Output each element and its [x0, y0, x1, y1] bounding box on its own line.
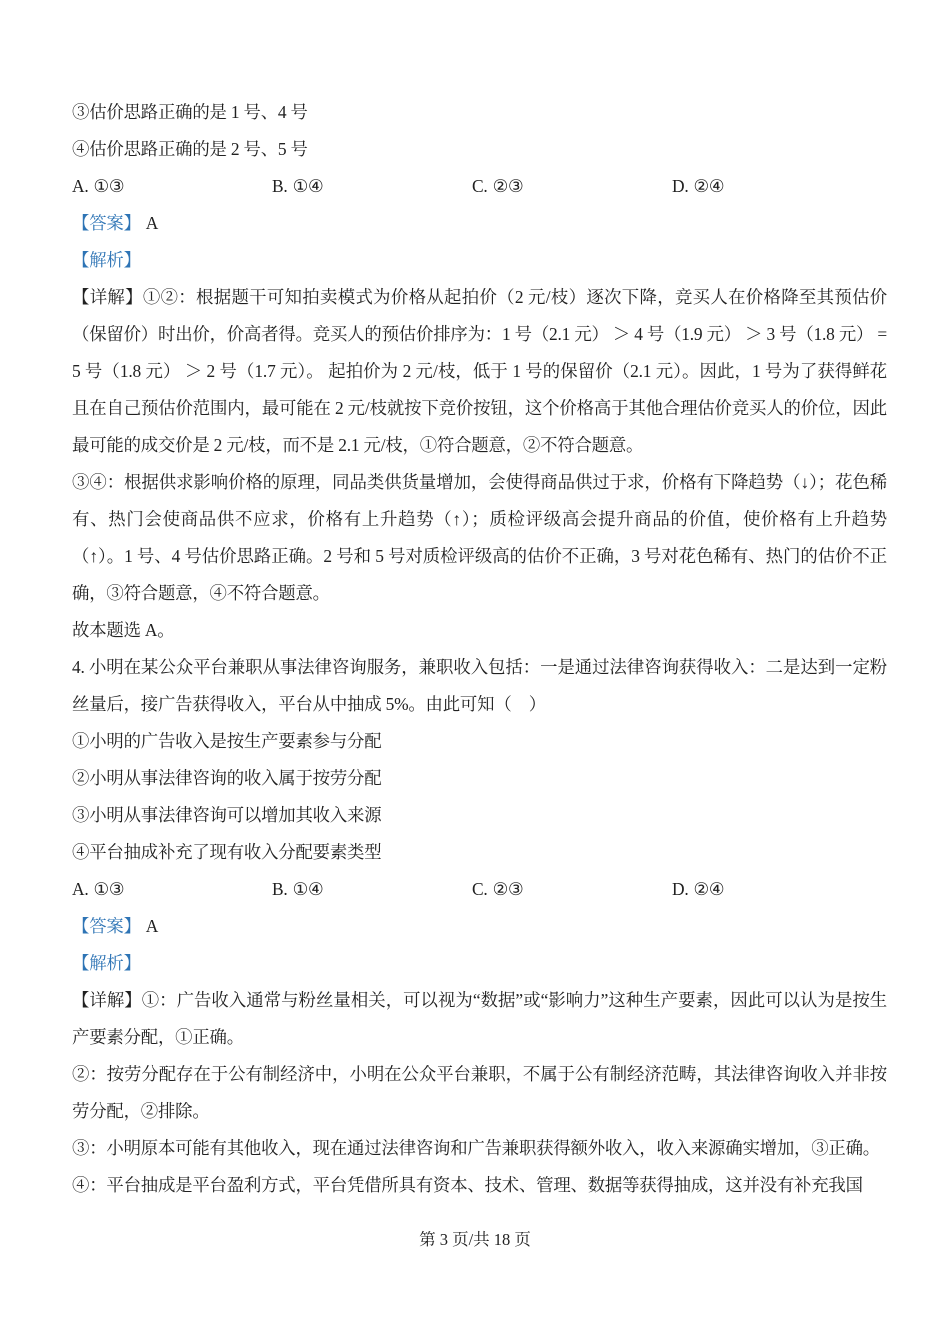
q4-option-a	[72, 871, 272, 908]
answer-label: 【答案】	[72, 916, 141, 936]
question-3-block	[72, 94, 887, 649]
option-value: ①④	[292, 879, 324, 899]
page-number: 第 3 页/共 18 页	[419, 1230, 531, 1249]
q3-analysis-label: 【解析】	[72, 250, 141, 270]
option-letter: B.	[272, 879, 288, 899]
q4-detail-para-2: ②：按劳分配存在于公有制经济中，小明在公众平台兼职，不属于公有制经济范畴，其法律咨询收入并非按劳分配，②排除。	[72, 1064, 887, 1121]
question-4-block	[72, 649, 887, 1204]
q4-statement-4: ④平台抽成补充了现有收入分配要素类型	[72, 842, 382, 862]
page-content	[72, 94, 887, 1204]
option-letter: C.	[472, 879, 488, 899]
q3-option-c	[472, 168, 672, 205]
q3-option-a	[72, 168, 272, 205]
option-letter: A.	[72, 176, 89, 196]
q3-detail-para-2: ③④：根据供求影响价格的原理，同品类供货量增加，会使得商品供过于求，价格有下降趋势（↓）；花色稀有、热门会使商品供不应求，价格有上升趋势（↑）；质检评级高会提升商品的价值，使价格有上升趋势（↑）。1 号、4 号估价思路正确。2 号和 5 号对质检评级高的估价不正确，3 号对花色稀有、热门的估价不正确，③符合题意，④不符合题意。	[72, 472, 887, 603]
q4-options-row	[72, 871, 887, 908]
q4-analysis-label: 【解析】	[72, 953, 141, 973]
q4-statement-2: ②小明从事法律咨询的收入属于按劳分配	[72, 768, 382, 788]
q3-option-b	[272, 168, 472, 205]
option-value: ①③	[93, 176, 125, 196]
q3-statement-4: ④估价思路正确的是 2 号、5 号	[72, 139, 308, 159]
answer-label: 【答案】	[72, 213, 141, 233]
q3-answer-line	[72, 205, 887, 242]
q3-options-row	[72, 168, 887, 205]
page-footer	[0, 1222, 950, 1262]
detail-label: 【详解】	[72, 990, 142, 1010]
q4-statement-3: ③小明从事法律咨询可以增加其收入来源	[72, 805, 382, 825]
q4-answer-line	[72, 908, 887, 945]
q3-answer-value: A	[145, 213, 159, 233]
option-letter: C.	[472, 176, 488, 196]
q3-detail-text-1: ①②：根据题干可知拍卖模式为价格从起拍价（2 元/枝）逐次下降，竞买人在价格降至其预估价（保留价）时出价，价高者得。竞买人的预估价排序为：1 号（2.1 元） ＞ 4 号（1.9 元） ＞ 3 号（1.8 元） = 5 号（1.8 元） ＞ 2 号（1.7 元）。 起拍价为 2 元/枝，低于 1 号的保留价（2.1 元）。因此，1 号为了获得鲜花且在自己预估价范围内，最可能在 2 元/枝就按下竞价按钮，这个价格高于其他合理估价竞买人的价位，因此最可能的成交价是 2 元/枝，而不是 2.1 元/枝，①符合题意，②不符合题意。	[72, 287, 887, 455]
q4-detail-para-3: ③：小明原本可能有其他收入，现在通过法律咨询和广告兼职获得额外收入，收入来源确实增加，③正确。	[72, 1138, 880, 1158]
q4-statement-1: ①小明的广告收入是按生产要素参与分配	[72, 731, 382, 751]
q4-detail-para-1	[72, 982, 887, 1056]
q4-option-d	[672, 871, 887, 908]
option-letter: A.	[72, 879, 89, 899]
q3-statement-3: ③估价思路正确的是 1 号、4 号	[72, 102, 308, 122]
option-letter: D.	[672, 879, 689, 899]
option-letter: B.	[272, 176, 288, 196]
q3-detail-para-1	[72, 279, 887, 464]
option-value: ②④	[693, 176, 725, 196]
detail-label: 【详解】	[72, 287, 143, 307]
option-letter: D.	[672, 176, 689, 196]
q3-conclusion: 故本题选 A。	[72, 620, 175, 640]
option-value: ②③	[492, 176, 524, 196]
q4-detail-text-1: ①：广告收入通常与粉丝量相关，可以视为“数据”或“影响力”这种生产要素，因此可以认为是按生产要素分配，①正确。	[72, 990, 887, 1047]
q4-stem: 4. 小明在某公众平台兼职从事法律咨询服务，兼职收入包括：一是通过法律咨询获得收入：二是达到一定粉丝量后，接广告获得收入，平台从中抽成 5%。由此可知（ ）	[72, 657, 887, 714]
q4-detail-para-4: ④：平台抽成是平台盈利方式，平台凭借所具有资本、技术、管理、数据等获得抽成，这并没有补充我国	[72, 1175, 863, 1195]
option-value: ①④	[292, 176, 324, 196]
option-value: ②④	[693, 879, 725, 899]
option-value: ①③	[93, 879, 125, 899]
q4-answer-value: A	[145, 916, 159, 936]
q3-option-d	[672, 168, 887, 205]
q4-option-c	[472, 871, 672, 908]
option-value: ②③	[492, 879, 524, 899]
q4-option-b	[272, 871, 472, 908]
